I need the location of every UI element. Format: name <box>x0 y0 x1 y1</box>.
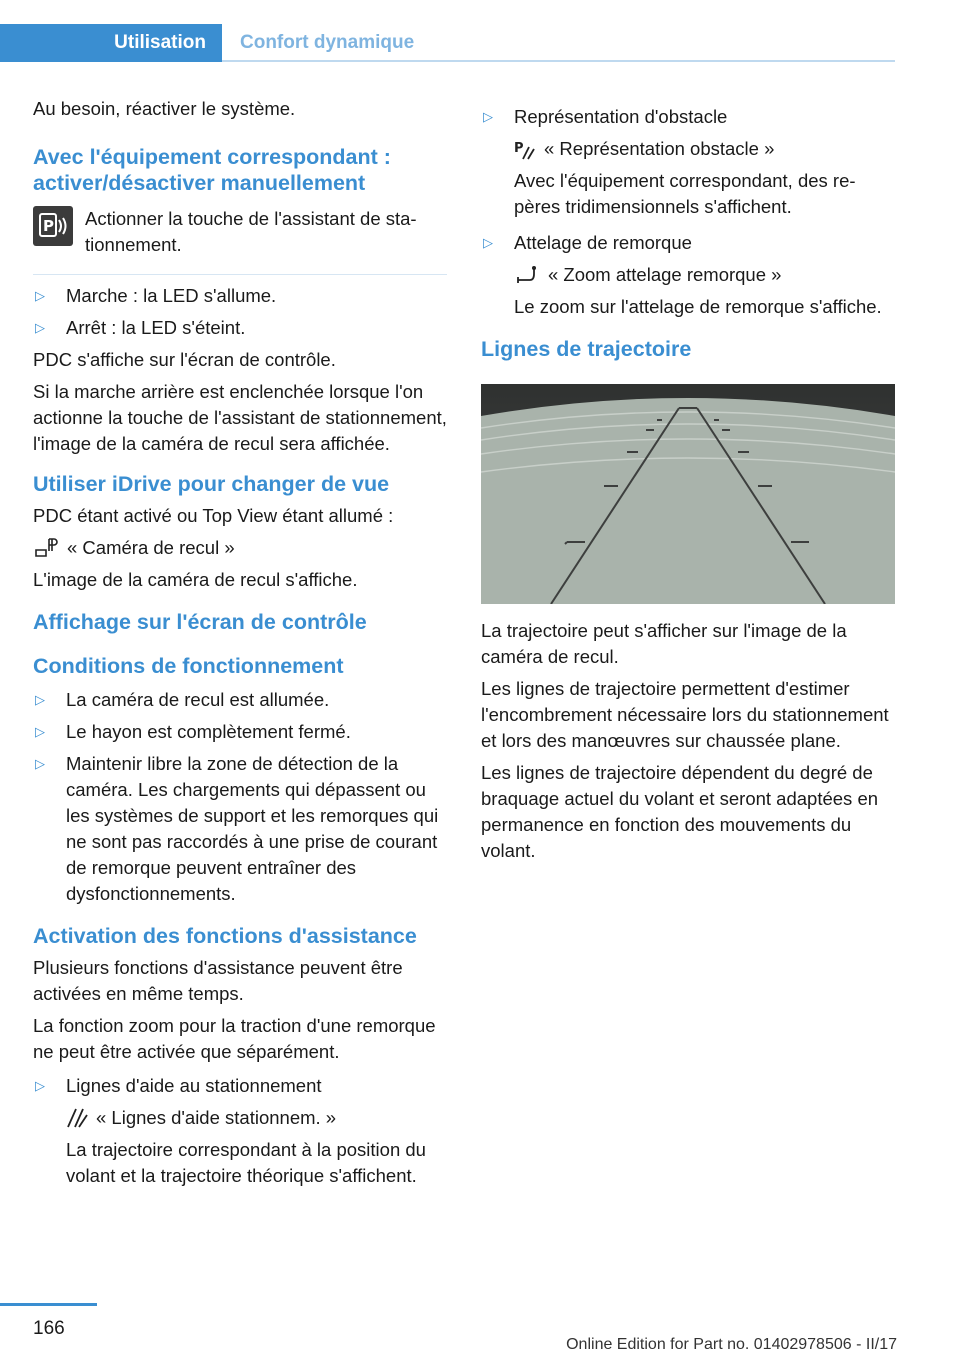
list-item-obstacle: ▷ Représentation d'obstacle P « Représentation obstacle » Avec l'équipement correspondant, des repères tridimensionnels s'affichent. <box>483 106 856 217</box>
camera-menu-line: « Caméra de recul » <box>33 535 447 561</box>
list-item: ▷ Marche : la LED s'allume. <box>33 283 447 309</box>
svg-text:P: P <box>43 217 54 235</box>
assistance-list-continued <box>481 104 895 320</box>
triangle-bullet-icon: ▷ <box>35 320 45 335</box>
camera-display-text: L'image de la caméra de recul s'affiche. <box>33 569 358 590</box>
list-item: ▷ La caméra de recul est allumée. <box>33 687 447 713</box>
tab-confort-dynamique[interactable]: Confort dynamique <box>240 32 415 53</box>
trajectory-display-text: La trajectoire peut s'afficher sur l'image de la caméra de recul. <box>481 620 847 667</box>
conditions-list <box>33 687 447 907</box>
parking-lines-icon <box>66 1107 88 1129</box>
triangle-bullet-icon: ▷ <box>35 1078 45 1093</box>
header-divider <box>222 60 895 62</box>
obstacle-icon <box>514 138 536 160</box>
heading-display: Affichage sur l'écran de contrôle <box>33 610 367 634</box>
left-column <box>33 96 447 1195</box>
triangle-bullet-icon: ▷ <box>483 235 493 250</box>
heading-conditions: Conditions de fonctionnement <box>33 654 344 678</box>
zoom-trailer-text: La fonction zoom pour la traction d'une remorque ne peut être activée que séparément. <box>33 1015 436 1062</box>
triangle-bullet-icon: ▷ <box>483 109 493 124</box>
trajectory-estimate-text: Les lignes de trajectoire permettent d'estimer l'encombrement nécessaire lors du stationnement et lors des manœuvres sur chaussée plane. <box>481 678 889 751</box>
pdc-display-text: PDC s'affiche sur l'écran de contrôle. <box>33 349 336 370</box>
trailer-hitch-icon <box>514 264 540 286</box>
actuate-text: Actionner la touche de l'assistant de stationnement. <box>85 208 417 255</box>
heading-trajectory: Lignes de trajectoire <box>481 337 692 361</box>
list-item: ▷ Maintenir libre la zone de détection de la caméra. Les chargements qui dépassent ou les systèmes de support et les remorques qui ne sont pas raccordés à une prise de courant de remorque peuvent entraîner des dysfonctionnements. <box>35 753 439 904</box>
triangle-bullet-icon: ▷ <box>35 692 45 707</box>
pdc-active-text: PDC étant activé ou Top View étant allumé : <box>33 505 394 526</box>
header-bar <box>0 0 960 62</box>
reactivate-text: Au besoin, réactiver le système. <box>33 98 296 119</box>
trajectory-lines-image <box>481 384 895 604</box>
led-status-list <box>33 283 447 341</box>
svg-text:P: P <box>514 141 524 156</box>
list-item: ▷ Le hayon est complètement fermé. <box>33 719 447 745</box>
heading-idrive: Utiliser iDrive pour changer de vue <box>33 472 390 496</box>
trajectory-steering-text: Les lignes de trajectoire dépendent du degré de braquage actuel du volant et seront adaptées en permanence en fonction des mouvements du volant. <box>481 762 879 861</box>
list-item: ▷ Arrêt : la LED s'éteint. <box>33 315 447 341</box>
list-item-parking-lines: ▷ Lignes d'aide au stationnement « Lignes d'aide stationnem. » La trajectoire correspondant à la position du volant et la trajectoire théorique s'affichent. <box>35 1075 426 1186</box>
online-edition-text: Online Edition for Part no. 01402978506 - II/17 <box>566 1336 897 1353</box>
triangle-bullet-icon: ▷ <box>35 288 45 303</box>
parking-assistant-button-icon <box>33 206 73 246</box>
reverse-gear-text: Si la marche arrière est enclenchée lorsque l'on actionne la touche de l'assistant de stationnement, l'image de la caméra de recul sera affichée. <box>33 381 447 454</box>
parking-assistant-button-row <box>33 206 447 258</box>
assistance-list <box>33 1073 447 1189</box>
tab-utilisation[interactable]: Utilisation <box>0 24 222 62</box>
triangle-bullet-icon: ▷ <box>35 756 45 771</box>
rear-camera-icon <box>33 536 59 560</box>
triangle-bullet-icon: ▷ <box>35 724 45 739</box>
heading-activation: Activation des fonctions d'assistance <box>33 924 417 948</box>
divider <box>33 274 447 275</box>
list-item-hitch: ▷ Attelage de remorque « Zoom attelage remorque » Le zoom sur l'attelage de remorque s'affiche. <box>483 232 882 317</box>
footer-accent-line <box>0 1303 97 1306</box>
page-number: 166 <box>33 1318 65 1339</box>
multiple-functions-text: Plusieurs fonctions d'assistance peuvent être activées en même temps. <box>33 957 403 1004</box>
right-column <box>481 96 895 870</box>
heading-manual-activation: Avec l'équipement correspondant : activer/désactiver manuellement <box>33 145 391 195</box>
